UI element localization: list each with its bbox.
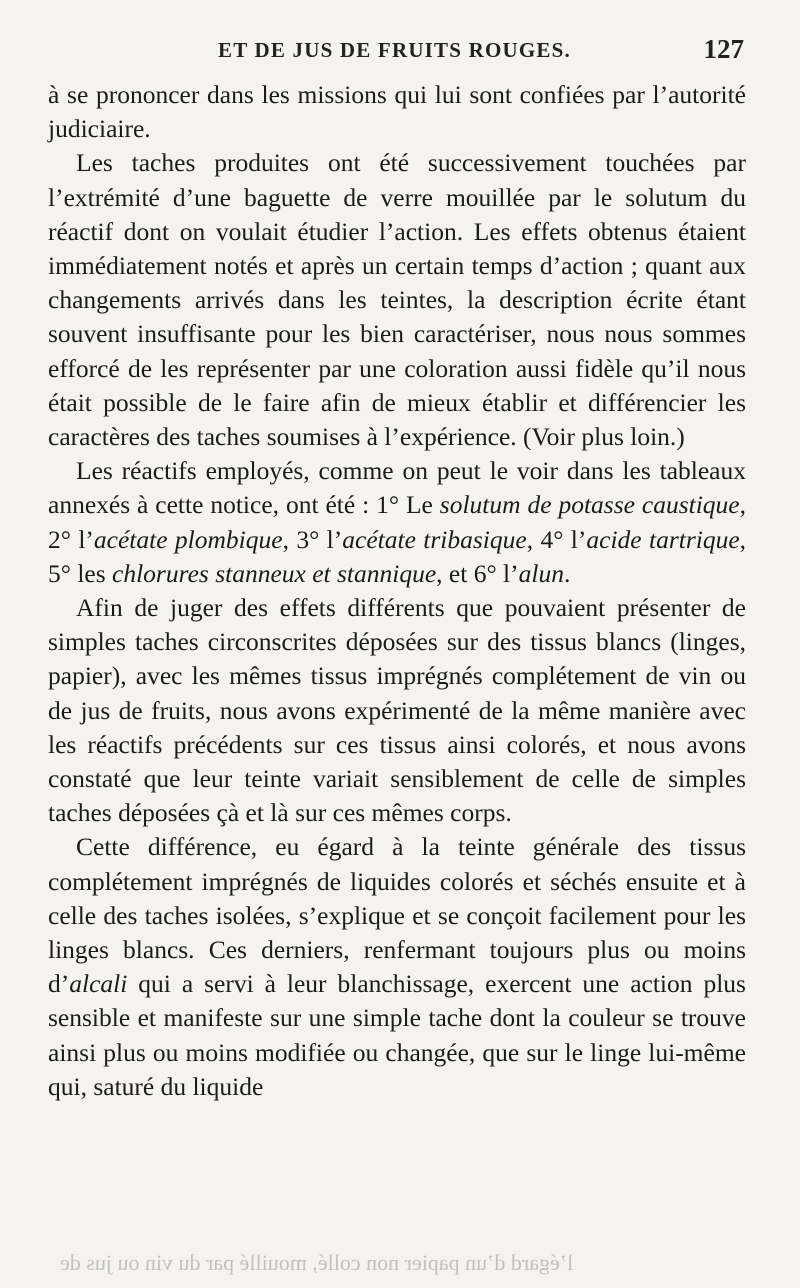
p3-italic-acetate-tribasique: acétate tribasique <box>342 524 527 554</box>
body-text <box>48 78 746 1104</box>
p5-text-c: qui a servi à leur blanchissage, exercent une action plus sensible et manifeste sur une simple tache dont la couleur se trouve ainsi plus ou moins modifiée ou changée, que sur le linge lui-même qui, saturé du liquide <box>48 969 746 1101</box>
p3-text-i: , 5° les <box>48 524 747 588</box>
paragraph-1: à se prononcer dans les missions qui lui sont confiées par l’autorité judiciaire. <box>48 80 746 144</box>
p3-italic-chlorures: chlorures stanneux et stannique <box>112 558 437 588</box>
p3-text-e: , 3° l’ <box>282 524 343 554</box>
p5-text-a: Cette différence, eu égard à la teinte générale des tissus complétement imprégnés de liquides colorés et séchés ensuite et à celle des taches isolées, s’explique et se conçoit facilement pour les linges blancs. Ces derniers, renfermant toujours plus ou moins d’ <box>48 832 746 999</box>
p3-italic-acetate-plombique: acétate plombique <box>93 524 283 554</box>
p3-italic-acide-tartrique: acide tartrique <box>586 524 740 554</box>
page-number: 127 <box>703 34 744 64</box>
p3-text-m: . <box>563 558 571 588</box>
paragraph-2: Les taches produites ont été successivement touchées par l’extrémité d’une baguette de verre mouillée par le solutum du réactif dont on voulait étudier l’action. Les effets obtenus étaient immédiatement notés et après un certain temps d’action ; quant aux changements arrivés dans les teintes, la description écrite étant souvent insuffisante pour les bien caractériser, nous nous sommes efforcé de les représenter par une coloration aussi fidèle qu’il nous était possible de le faire afin de mieux établir et différencier les caractères des taches soumises à l’expérience. (Voir plus loin.) <box>48 148 746 452</box>
p3-text-a: Les réactifs employés, comme on peut le voir dans les tableaux annexés à cette notice, ont été : 1° Le <box>48 456 746 520</box>
paragraph-5 <box>48 830 746 1104</box>
paragraph-4: Afin de juger des effets différents que pouvaient présenter de simples taches circonscrites déposées sur des tissus blancs (linges, papier), avec les mêmes tissus imprégnés complétement de vin ou de jus de fruits, nous avons expérimenté de la même manière avec les réactifs précédents sur ces tissus ainsi colorés, et nous avons constaté que leur teinte variait sensiblement de celle de simples taches déposées çà et là sur ces mêmes corps. <box>48 593 746 828</box>
p3-text-k: , et 6° l’ <box>436 558 519 588</box>
show-through-text: l’égard d’un papier non collé, mouillé par du vin ou jus de <box>60 1250 574 1275</box>
running-title: ET DE JUS DE FRUITS ROUGES. <box>218 38 571 62</box>
p5-italic-alcali: alcali <box>69 969 128 999</box>
p3-text-g: , 4° l’ <box>526 524 587 554</box>
p3-text-c: , 2° l’ <box>48 490 746 554</box>
page-header <box>48 34 744 72</box>
p3-italic-solutum: solutum de potasse caustique <box>439 490 740 520</box>
paragraph-3 <box>48 454 746 591</box>
p3-italic-alun: alun <box>518 558 564 588</box>
